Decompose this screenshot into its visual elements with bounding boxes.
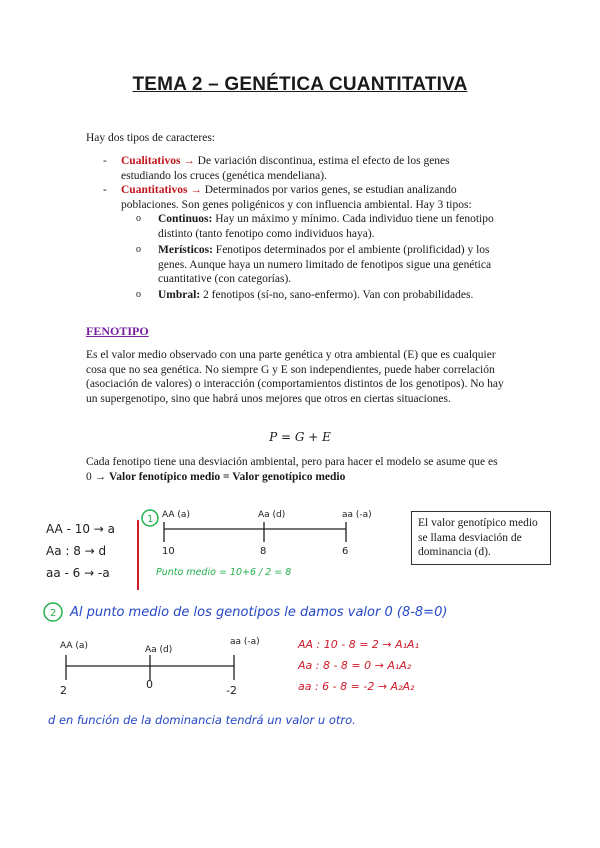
type-item-cualitativos: - Cualitativos → De variación discontinua, estima el efecto de los genes estudiando los cruces (genética mendeliana). [103,155,450,182]
subtype-item-continuos: o Continuos: Hay un máximo y mínimo. Cada individuo tiene un fenotipo distinto (tanto fenotipo como individuos haya). [136,213,494,240]
line2-label-AA: AA (a) [60,641,88,651]
subtype-label: Umbral: [158,289,201,301]
circle-two-label: 2 [50,608,57,619]
para2-bold: Valor fenotípico medio = Valor genotípico medio [109,470,346,483]
line2-value-neg2: -2 [226,684,237,697]
type-label: Cuantitativos → [121,184,202,196]
line1-value-6: 6 [342,546,349,557]
line2-label-aa: aa (-a) [230,637,260,647]
subtype-label: Merísticos: [158,244,213,256]
subtype-item-umbral: o Umbral: 2 fenotipos (sí-no, sano-enfermo). Van con probabilidades. [136,289,474,301]
intro-text: Hay dos tipos de caracteres: [86,132,216,144]
left-row-aa-hetero: Aa : 8 → d [46,544,107,558]
calc-row-AA: AA : 10 - 8 = 2 → A₁A₁ [298,638,419,651]
type-text: De variación discontinua, estima el efecto de los genes estudiando los cruces (genética mendeliana). [121,155,450,182]
fenotipo-paragraph-2 [86,455,506,484]
left-row-aa-lower: aa - 6 → -a [46,566,110,580]
line1-label-AA: AA (a) [162,510,190,520]
type-text: Determinados por varios genes, se estudian analizando poblaciones. Son genes poligénicos y con influencia ambiental. Hay 3 tipos: [121,184,472,211]
page-title: TEMA 2 – GENÉTICA CUANTITATIVA [132,74,468,95]
line2-value-0: 0 [146,678,153,691]
line2-label-Aa: Aa (d) [145,645,173,655]
para2-text: Cada fenotipo tiene una desviación ambiental, pero para hacer el modelo se asume que es 0 → [86,456,498,483]
subtype-text: 2 fenotipos (sí-no, sano-enfermo). Van con probabilidades. [200,289,474,301]
fenotipo-paragraph: Es el valor medio observado con una parte genética y otra ambiental (E) que es cualquier cosa que no sea genética. No siempre G y E son independientes, puede haber correlación (asociación de valores) o interacción (comportamientos distintos de los genotipos). No hay un supergenotipo, sino que habrá unos mejores que otros en ciertas situaciones. [86,349,504,405]
type-label: Cualitativos → [121,155,195,167]
subtype-label: Continuos: [158,213,213,225]
punto-medio-note: Punto medio = 10+6 / 2 = 8 [156,567,292,578]
subtype-text: Hay un máximo y mínimo. Cada individuo tiene un fenotipo distinto (tanto fenotipo como individuos haya). [158,213,494,240]
subtype-item-meristicos: o Merísticos: Fenotipos determinados por el ambiente (prolificidad) y los genes. Aunque haya un numero limitado de fenotipos sigue una genética cuantitative (con categorías). [136,244,492,285]
calc-row-aa: aa : 6 - 8 = -2 → A₂A₂ [298,680,415,693]
line1-value-10: 10 [162,546,175,557]
footer-note: d en función de la dominancia tendrá un valor u otro. [48,713,356,727]
formula: P = G + E [269,430,331,444]
subtype-text: Fenotipos determinados por el ambiente (prolificidad) y los genes. Aunque haya un numero limitado de fenotipos sigue una genética cuantitative (con categorías). [158,244,492,285]
calc-row-Aa: Aa : 8 - 8 = 0 → A₁A₂ [298,659,412,672]
handwritten-diagrams [0,490,600,750]
fenotipo-heading: FENOTIPO [86,324,149,338]
circle-one-label: 1 [147,514,154,525]
line1-value-8: 8 [260,546,267,557]
left-row-aa-upper: AA - 10 → a [46,522,116,536]
note-box: El valor genotípico medio se llama desviación de dominancia (d). [411,511,551,565]
line1-label-aa: aa (-a) [342,510,372,520]
heading-2: Al punto medio de los genotipos le damos valor 0 (8-8=0) [70,605,448,620]
type-item-cuantitativos: - Cuantitativos → Determinados por varios genes, se estudian analizando poblaciones. Son genes poligénicos y con influencia ambiental. Hay 3 tipos: [103,184,472,211]
line2-value-2: 2 [60,684,67,697]
line1-label-Aa: Aa (d) [258,510,286,520]
